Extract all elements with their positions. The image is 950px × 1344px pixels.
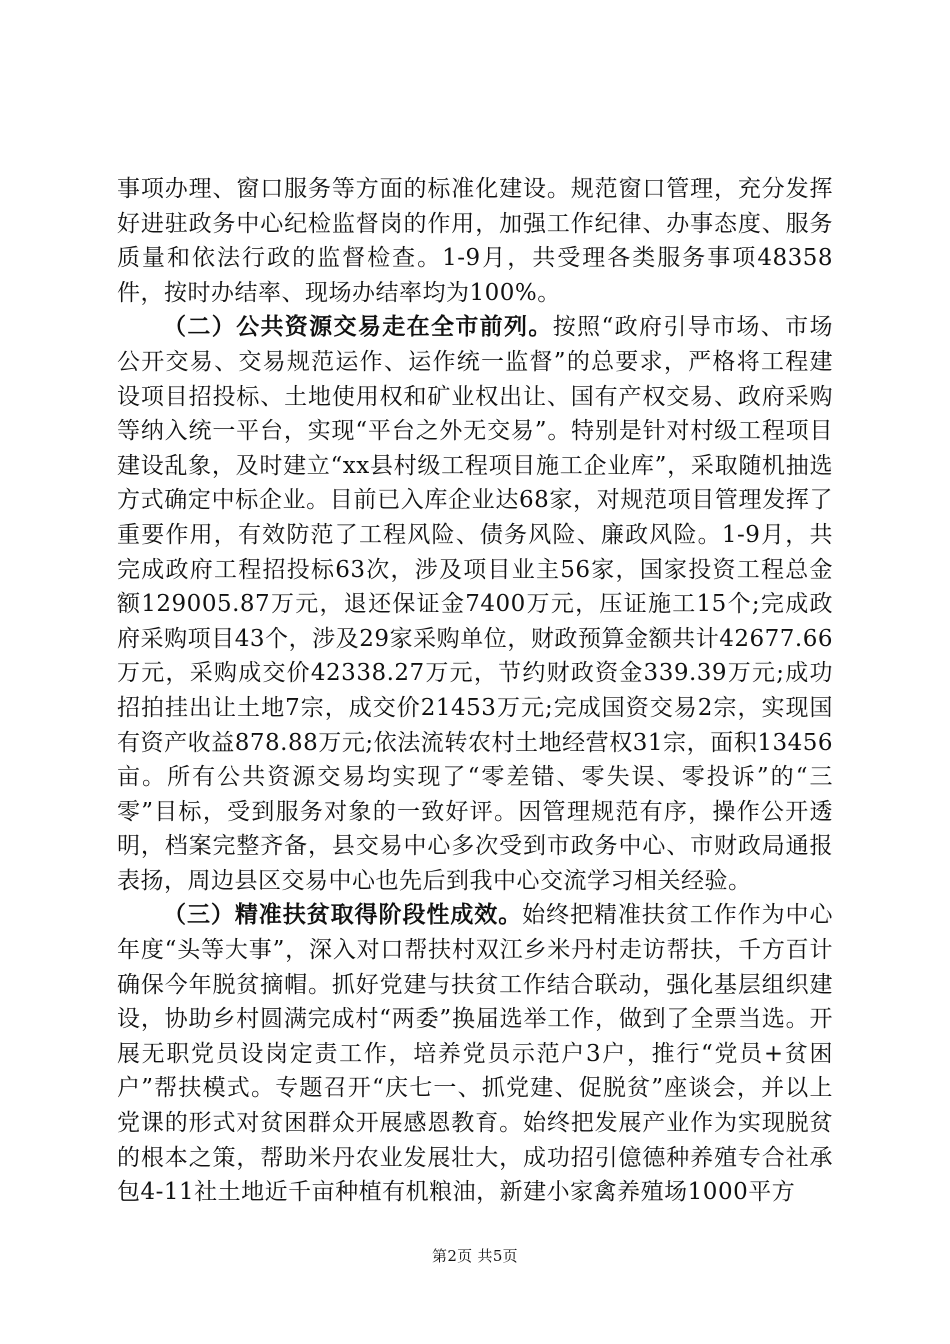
paragraph-text: 始终把精准扶贫工作作为中心年度“头等大事”，深入对口帮扶村双江乡米丹村走访帮扶，千方百计确保今年脱贫摘帽。抓好党建与扶贫工作结合联动，强化基层组织建设，协助乡村圆满完成村“两委”换届选举工作，做到了全票当选。开展无职党员设岗定责工作，培养党员示范户3户，推行“党员+贫困户”帮扶模式。专题召开“庆七一、抓党建、促脱贫”座谈会，并以上党课的形式对贫困群众开展感恩教育。始终把发展产业作为实现脱贫的根本之策，帮助米丹农业发展壮大，成功招引億德种养殖专合社承包4-11社土地近千亩种植有机粮油，新建小家禽养殖场1000平方	[117, 902, 834, 1206]
paragraph-public-resources	[117, 310, 833, 898]
paragraph-window-service	[117, 172, 833, 310]
document-body	[117, 172, 833, 1210]
paragraph-text: 事项办理、窗口服务等方面的标准化建设。规范窗口管理，充分发挥好进驻政务中心纪检监督岗的作用，加强工作纪律、办事态度、服务质量和依法行政的监督检查。1-9月，共受理各类服务事项48358件，按时办结率、现场办结率均为100%。	[117, 176, 833, 306]
section-heading-public-resources: （二）公共资源交易走在全市前列。	[163, 314, 553, 341]
page-number-footer: 第2页 共5页	[432, 1247, 518, 1265]
paragraph-poverty-alleviation	[117, 898, 833, 1209]
paragraph-text: 按照“政府引导市场、市场公开交易、交易规范运作、运作统一监督”的总要求，严格将工程建设项目招投标、土地使用权和矿业权出让、国有产权交易、政府采购等纳入统一平台，实现“平台之外无交易”。特别是针对村级工程项目建设乱象，及时建立“xx县村级工程项目施工企业库”，采取随机抽选方式确定中标企业。目前已入库企业达68家，对规范项目管理发挥了重要作用，有效防范了工程风险、债务风险、廉政风险。1-9月，共完成政府工程招投标63次，涉及项目业主56家，国家投资工程总金额129005.87万元，退还保证金7400万元，压证施工15个;完成政府采购项目43个，涉及29家采购单位，财政预算金额共计42677.66万元，采购成交价42338.27万元，节约财政资金339.39万元;成功招拍挂出让土地7宗，成交价21453万元;完成国资交易2宗，实现国有资产收益878.88万元;依法流转农村土地经营权31宗，面积13456亩。所有公共资源交易均实现了“零差错、零失误、零投诉”的“三零”目标，受到服务对象的一致好评。因管理规范有序，操作公开透明，档案完整齐备，县交易中心多次受到市政务中心、市财政局通报表扬，周边县区交易中心也先后到我中心交流学习相关经验。	[117, 314, 834, 894]
section-heading-poverty-alleviation: （三）精准扶贫取得阶段性成效。	[163, 902, 523, 929]
